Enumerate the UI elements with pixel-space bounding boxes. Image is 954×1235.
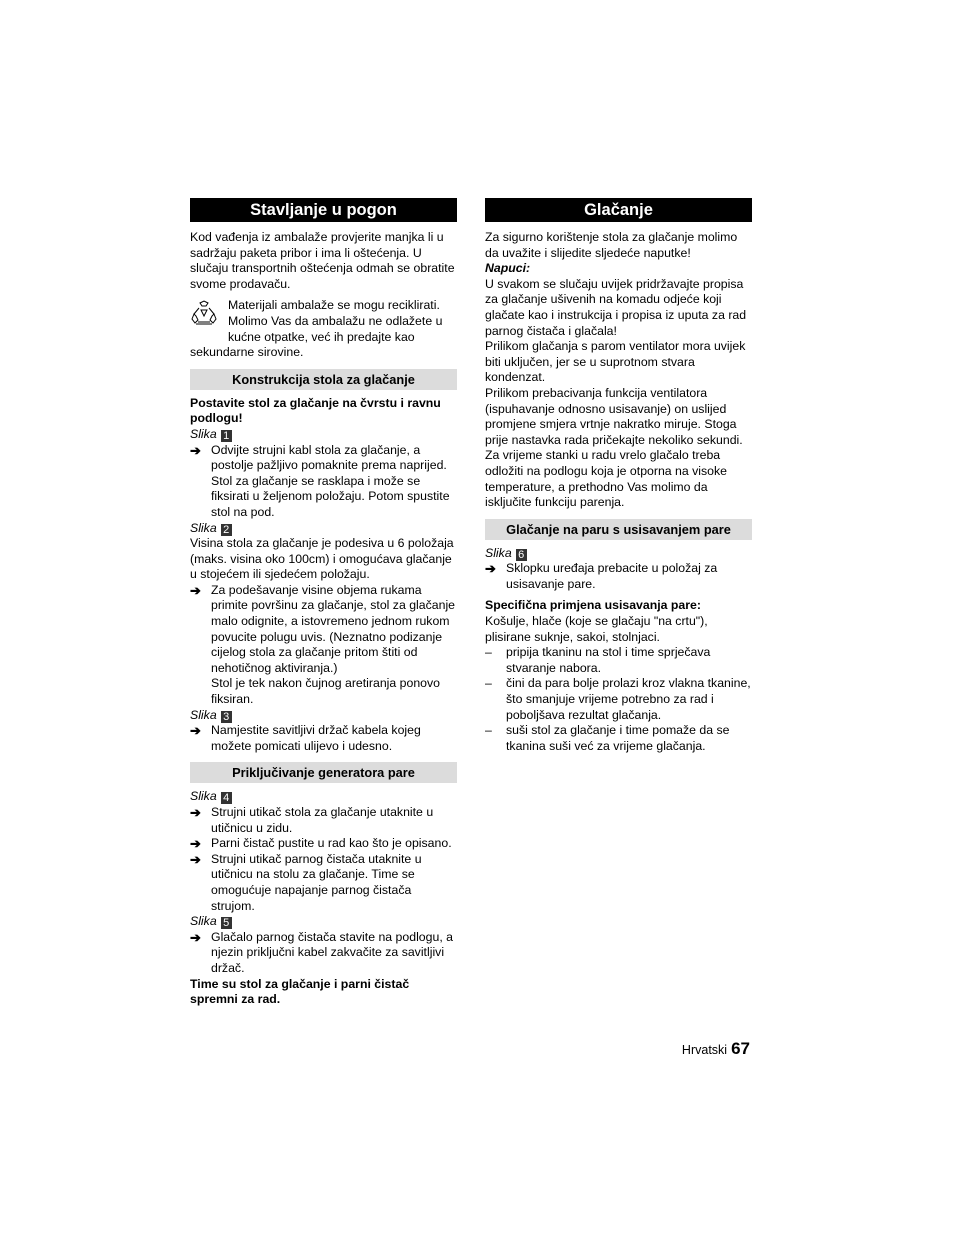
figure-number-5: 5 bbox=[221, 917, 232, 929]
list-item: – suši stol za glačanje i time pomaže da se tkanina suši već za vrijeme glačanja. bbox=[485, 723, 730, 753]
figure-ref-5: Slika 5 bbox=[190, 914, 457, 930]
instruction-step: ➔ Glačalo parnog čistača stavite na podlogu, a njezin priključni kabel zakvačite za savitljivi držač. bbox=[190, 929, 453, 975]
figure-number-4: 4 bbox=[221, 792, 232, 804]
flat-surface-warning: Postavite stol za glačanje na čvrstu i ravnu podlogu! bbox=[190, 395, 441, 426]
figure-number-3: 3 bbox=[221, 711, 232, 723]
recycle-icon bbox=[190, 300, 218, 326]
unpacking-paragraph: Kod vađenja iz ambalaže provjerite manjka li u sadržaju paketa pribor i ima li oštećenja. U slučaju transportnih oštećenja odmah se obratite svome prodavaču. bbox=[190, 230, 455, 291]
ready-statement: Time su stol za glačanje i parni čistač spremni za rad. bbox=[190, 976, 410, 1007]
subheading-steam-suction: Glačanje na paru s usisavanjem pare bbox=[485, 519, 752, 540]
instruction-note: Stol je tek nakon čujnog aretiranja ponovo fiksiran. bbox=[211, 676, 441, 707]
dash-bullet: – bbox=[485, 645, 492, 660]
figure-ref-2: Slika 2 bbox=[190, 521, 457, 537]
section-title-commissioning: Stavljanje u pogon bbox=[190, 198, 457, 222]
list-item: – čini da para bolje prolazi kroz vlakna tkanine, što smanjuje vrijeme potrebno za rad i poboljšava rezultat glačanja. bbox=[485, 676, 751, 722]
note-paragraph: U svakom se slučaju uvijek pridržavajte propisa za glačanje ušivenih na komadu odjeće koji glačate kao i instrukcija i propisa iz uputa za rad parnog čistača i glačala! bbox=[485, 276, 747, 338]
specific-use-text: Košulje, hlače (koje se glačaju "na crtu"), plisirane suknje, sakoi, stolnjaci. bbox=[485, 614, 708, 644]
page-footer bbox=[682, 1039, 750, 1059]
figure-number-6: 6 bbox=[516, 549, 527, 561]
right-column bbox=[485, 198, 752, 754]
height-paragraph: Visina stola za glačanje je podesiva u 6 položaja (maks. visina oko 100cm) i omogućava glačanje u stojećem ili sjedećem položaju. bbox=[190, 536, 454, 582]
dash-bullet: – bbox=[485, 676, 492, 691]
figure-ref-1: Slika 1 bbox=[190, 427, 457, 443]
recycling-text: Materijali ambalaže se mogu reciklirati. Molimo Vas da ambalažu ne odlažete u kućne otpatke, već ih predajte kao bbox=[228, 298, 443, 344]
figure-ref-3: Slika 3 bbox=[190, 708, 457, 724]
note-paragraph: Prilikom prebacivanja funkcija ventilatora (ispuhavanje odnosno usisavanje) on uslijed promjene smjera vrtnje nakratko miruje. Stoga prije nastavka rada pričekajte nekoliko sekundi. bbox=[485, 385, 743, 447]
figure-ref-6: Slika 6 bbox=[485, 546, 752, 562]
instruction-step: ➔ Za podešavanje visine objema rukama primite površinu za glačanje, stol za glačanje malo odignite, a istovremeno jednom rukom povucite polugu uvis. (Neznatno podizanje cijelog stola za glačanje pritom štiti od nehotičnog aktiviranja.) bbox=[190, 582, 456, 675]
arrow-icon: ➔ bbox=[485, 561, 496, 577]
figure-number-2: 2 bbox=[221, 524, 232, 536]
arrow-icon: ➔ bbox=[190, 851, 201, 867]
figure-number-1: 1 bbox=[221, 430, 232, 442]
recycling-note bbox=[190, 298, 457, 345]
instruction-step: ➔ Strujni utikač stola za glačanje utaknite u utičnicu u zidu. bbox=[190, 805, 434, 835]
footer-language: Hrvatski bbox=[681, 1043, 728, 1057]
note-paragraph: Prilikom glačanja s parom ventilator mora uvijek biti uključen, jer se u suprotnom stvara kondenzat. bbox=[485, 339, 746, 385]
arrow-icon: ➔ bbox=[190, 929, 201, 945]
recycling-text-end: sekundarne sirovine. bbox=[190, 345, 304, 360]
dash-bullet: – bbox=[485, 723, 492, 738]
left-column bbox=[190, 198, 457, 1008]
instruction-step: ➔ Odvijte strujni kabl stola za glačanje, a postolje pažljivo pomaknite prema naprijed. Stol za glačanje se rasklapa i može se fiksirati u željenom položaju. Potom spustite stol na pod. bbox=[190, 442, 450, 519]
safety-intro: Za sigurno korištenje stola za glačanje molimo da uvažite i slijedite sljedeće naputke! bbox=[485, 230, 738, 260]
page-number: 67 bbox=[731, 1039, 750, 1058]
arrow-icon: ➔ bbox=[190, 582, 201, 598]
specific-use-label: Specifična primjena usisavanja pare: bbox=[485, 598, 701, 613]
instruction-step: ➔ Parni čistač pustite u rad kao što je opisano. bbox=[190, 836, 452, 852]
instruction-step: ➔ Strujni utikač parnog čistača utaknite u utičnicu na stolu za glačanje. Time se omogućuje napajanje parnog čistača strujom. bbox=[190, 851, 422, 913]
notes-label: Napuci: bbox=[485, 261, 531, 276]
subheading-steam-generator: Priključivanje generatora pare bbox=[190, 762, 457, 783]
note-paragraph: Za vrijeme stanki u radu vrelo glačalo treba odložiti na podlogu koja je otporna na visoke temperature, a prethodno Vas molimo da isključite funkciju parenja. bbox=[485, 448, 728, 510]
subheading-table-assembly: Konstrukcija stola za glačanje bbox=[190, 369, 457, 390]
arrow-icon: ➔ bbox=[190, 723, 201, 739]
arrow-icon: ➔ bbox=[190, 442, 201, 458]
instruction-step: ➔ Sklopku uređaja prebacite u položaj za usisavanje pare. bbox=[485, 561, 718, 591]
section-title-ironing: Glačanje bbox=[485, 198, 752, 222]
figure-ref-4: Slika 4 bbox=[190, 789, 457, 805]
instruction-step: ➔ Namjestite savitljivi držač kabela kojeg možete pomicati ulijevo i udesno. bbox=[190, 723, 421, 753]
arrow-icon: ➔ bbox=[190, 805, 201, 820]
list-item: – pripija tkaninu na stol i time sprječava stvaranje nabora. bbox=[485, 645, 711, 675]
arrow-icon: ➔ bbox=[190, 836, 201, 852]
